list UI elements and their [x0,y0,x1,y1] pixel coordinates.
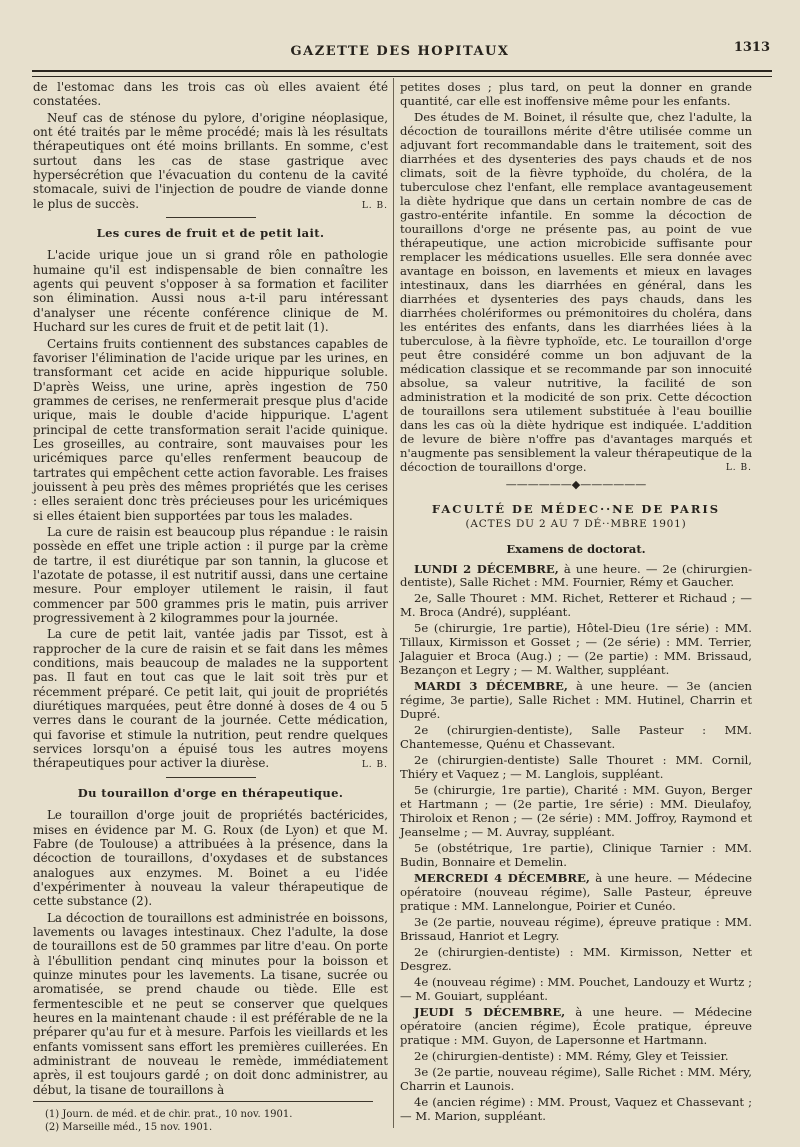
journal-title: GAZETTE DES HOPITAUX [290,44,510,59]
exam-entry: 3e (2e partie, nouveau régime), épreuve pratique : MM. Brissaud, Hanriot et Legry. [400,915,752,944]
exam-entry: 2e (chirurgien-dentiste) : MM. Rémy, Gley et Teissier. [414,1048,729,1063]
page-header [30,40,770,64]
paragraph: La cure de petit lait, vantée jadis par Tissot, est à rapprocher de la cure de raisin et se fait dans les mêmes conditions, mais beaucoup de malades ne la supportent pas. Il faut en tout cas que le lait soit très pur et récemment préparé. Ce petit lait, qui jouit de propriétés diurétiques marquées, peut être donné à doses de 4 ou 5 verres dans le courant de la journée. Cette médication, qui favorise et stimule la nutrition, peut rendre quelques services lorsqu'on a épuisé tous les autres moyens thérapeutiques pour activer la diurèse. L. B. [33,627,388,770]
footnote: (2) Marseille méd., 15 nov. 1901. [45,1122,213,1134]
paragraph: Le touraillon d'orge jouit de propriétés bactéricides, mises en évidence par M. G. Roux (de Lyon) et que M. Fabre (de Toulouse) a attribuées à la présence, dans la décoction de touraillons, d'oxydases et de substances analogues aux enzymes. M. Boinet a eu l'idée d'expérimenter à nouveau la valeur thérapeutique de cette substance (2). [33,808,388,909]
faculty-subheading: (ACTES DU 2 AU 7 DÉ··MBRE 1901) [465,517,687,530]
right-column [400,80,752,1125]
author-initials: L. B. [361,200,388,211]
author-initials: L. B. [361,760,388,771]
ornament-divider: ——————◆—————— [505,477,647,491]
paragraph: de l'estomac dans les trois cas où elles avaient été constatées. [33,80,388,109]
exam-entry: JEUDI 5 DÉCEMBRE, à une heure. — Médecine opératoire (ancien régime), École pratique, épreuve pratique : MM. Guyon, de Lapersonne et Hartmann. [400,1005,752,1047]
exam-entry: 5e (chirurgie, 1re partie), Hôtel-Dieu (1re série) : MM. Tillaux, Kirmisson et Gosset ; — (2e série) : MM. Terrier, Jalaguier et Broca (Aug.) ; — (2e partie) : MM. Brissaud, Bezançon et Legry ; — M. Walther, suppléant. [400,621,752,678]
paragraph: Certains fruits contiennent des substances capables de favoriser l'élimination de l'acide urique par les urines, en transformant cet acide en acide hippurique soluble. D'après Weiss, une urine, après ingestion de 750 grammes de cerises, ne renfermerait presque plus d'acide urique, mais le double d'acide hippurique. L'agent principal de cette transformation serait l'acide quinique. Les groseilles, au contraire, sont mauvaises pour les uricémiques parce qu'elles renferment beaucoup de tartrates qui empêchent cette action favorable. Les fraises jouissent à peu près des mêmes propriétés que les cerises : elles seraient donc très précieuses pour les uricémiques si elles étaient bien supportées par tous les malades. [33,336,388,523]
exam-entry: MERCREDI 4 DÉCEMBRE, à une heure. — Médecine opératoire (nouveau régime), Salle Pasteur, épreuve pratique : MM. Lannelongue, Poirier et Cunéo. [400,871,753,914]
exam-entry: LUNDI 2 DÉCEMBRE, à une heure. — 2e (chirurgien-dentiste), Salle Richet : MM. Fournier, Rémy et Gaucher. [400,561,752,590]
column-divider [393,78,394,1128]
exam-entry: 5e (chirurgie, 1re partie), Charité : MM. Guyon, Berger et Hartmann ; — (2e partie, 1re série) : MM. Dieulafoy, Thiroloix et Renon ; — (2e série) : MM. Joffroy, Raymond et Jeanselme ; — M. Auvray, suppléant. [400,783,752,840]
paragraph: La décoction de touraillons est administrée en boissons, lavements ou lavages intestinaux. Chez l'adulte, la dose de touraillons est de 50 grammes par litre d'eau. On porte à l'ébullition pendant cinq minutes pour la boisson et quinze minutes pour les lavements. La tisane, sucrée ou aromatisée, se prend chaude ou tiède. Elle est fermentescible et ne peut se conserver que quelques heures en la maintenant chaude : il est préférable de ne la préparer qu'au fur et à mesure. Parfois les vieillards et les enfants vomissent sans effort les premières cuillerées. En administrant de nouveau le remède, immédiatement après, il est toujours gardé ; on doit donc administrer, au début, la tisane de touraillons à [33,910,388,1097]
exams-heading: Examens de doctorat. [506,541,646,556]
exam-entry: 2e (chirurgien-dentiste), Salle Pasteur : MM. Chantemesse, Quénu et Chassevant. [400,723,752,752]
section-heading: Du touraillon d'orge en thérapeutique. [77,785,344,800]
footnote: (1) Journ. de méd. et de chir. prat., 10 nov. 1901. [45,1109,293,1121]
author-initials: L. B. [725,462,752,473]
page-number: 1313 [733,40,770,55]
exam-day: MARDI 3 DÉCEMBRE, [414,679,568,694]
exam-day: MERCREDI 4 DÉCEMBRE, [414,871,590,886]
left-column [33,80,388,1134]
exam-day: LUNDI 2 DÉCEMBRE, [414,561,559,576]
exam-day: JEUDI 5 DÉCEMBRE, [414,1005,566,1020]
exam-entry: 4e (ancien régime) : MM. Proust, Vaquez et Chassevant ; — M. Marion, suppléant. [400,1094,752,1123]
exam-entry: 5e (obstétrique, 1re partie), Clinique Tarnier : MM. Budin, Bonnaire et Demelin. [400,841,752,870]
footnote-rule [33,1101,373,1102]
section-rule [166,777,256,778]
section-rule [166,217,256,218]
exam-entry: 2e (chirurgien-dentiste) : MM. Kirmisson, Netter et Desgrez. [400,945,752,974]
faculty-heading: FACULTÉ DE MÉDEC··NE DE PARIS [431,501,721,516]
header-rule [32,70,772,77]
paragraph: Des études de M. Boinet, il résulte que, chez l'adulte, la décoction de touraillons mérite d'être utilisée comme un adjuvant fort recommandable dans le traitement, soit des diarrhées et des dysenteries des pays chauds et de nos climats, soit de la fièvre typhoïde, du choléra, de la tuberculose chez l'enfant, elle remplace avantageusement la diète hydrique que dans un certain nombre de cas de gastro-entérite infantile. En somme la décoction de touraillons d'orge ne présente pas, au point de vue thérapeutique, une action microbicide suffisante pour remplacer les médications usuelles. Elle sera donnée avec avantage en boisson, en lavements et mieux en lavages intestinaux, dans les diarrhées en général, dans les diarrhées et dysenteries des pays chauds, dans les diarrhées cholériformes ou prémonitoires du choléra, dans les entérites des enfants, dans les diarrhées liées à la tuberculose, à la fièvre typhoïde, etc. Le touraillon d'orge peut être considéré comme un bon adjuvant de la médication classique et se recommande par son innocuité absolue, sa valeur nutritive, la facilité de son administration et la modicité de son prix. Cette décoction de touraillons sera utilement substituée à l'eau bouillie dans les cas où la diète hydrique est indiquée. L'addition de levure de bière n'offre pas d'avantages marqués et n'augmente pas sensiblement la valeur thérapeutique de la décoction de touraillons d'orge. L. B. [400,109,752,474]
exam-entry: 3e (2e partie, nouveau régime), Salle Richet : MM. Méry, Charrin et Launois. [400,1064,752,1093]
paragraph: Neuf cas de sténose du pylore, d'origine néoplasique, ont été traités par le même procédé; mais là les résultats thérapeutiques ont été moins brillants. En somme, c'est surtout dans les cas de stase gastrique avec hypersécrétion que l'évacuation du contenu de la cavité stomacale, suivi de l'injection de poudre de viande donne le plus de succès. L. B. [33,111,388,211]
exam-entry: 4e (nouveau régime) : MM. Pouchet, Landouzy et Wurtz ; — M. Gouiart, suppléant. [400,975,752,1004]
paragraph: L'acide urique joue un si grand rôle en pathologie humaine qu'il est indispensable de bien connaître les agents qui peuvent s'opposer à sa formation et faciliter son élimination. Aussi nous a-t-il paru intéressant d'analyser une récente conférence clinique de M. Huchard sur les cures de fruit et de petit lait (1). [33,248,388,335]
exam-entry: 2e, Salle Thouret : MM. Richet, Retterer et Richaud ; — M. Broca (André), suppléant. [400,591,752,620]
exam-entry: MARDI 3 DÉCEMBRE, à une heure. — 3e (ancien régime, 3e partie), Salle Richet : MM. Hutinel, Charrin et Dupré. [400,679,752,722]
paragraph: La cure de raisin est beaucoup plus répandue : le raisin possède en effet une triple action : il purge par la crème de tartre, il est diurétique par son tannin, la glucose et l'azotate de potasse, il est nutritif aussi, dans une certaine mesure. Pour employer utilement le raisin, il faut commencer par 500 grammes pris le matin, puis arriver progressivement à 2 kilogrammes pour la journée. [33,524,388,626]
paragraph: petites doses ; plus tard, on peut la donner en grande quantité, car elle est inoffensive même pour les enfants. [400,80,752,108]
exam-entry: 2e (chirurgien-dentiste) Salle Thouret : MM. Cornil, Thiéry et Vaquez ; — M. Langlois, suppléant. [400,753,752,782]
section-heading: Les cures de fruit et de petit lait. [96,226,325,241]
